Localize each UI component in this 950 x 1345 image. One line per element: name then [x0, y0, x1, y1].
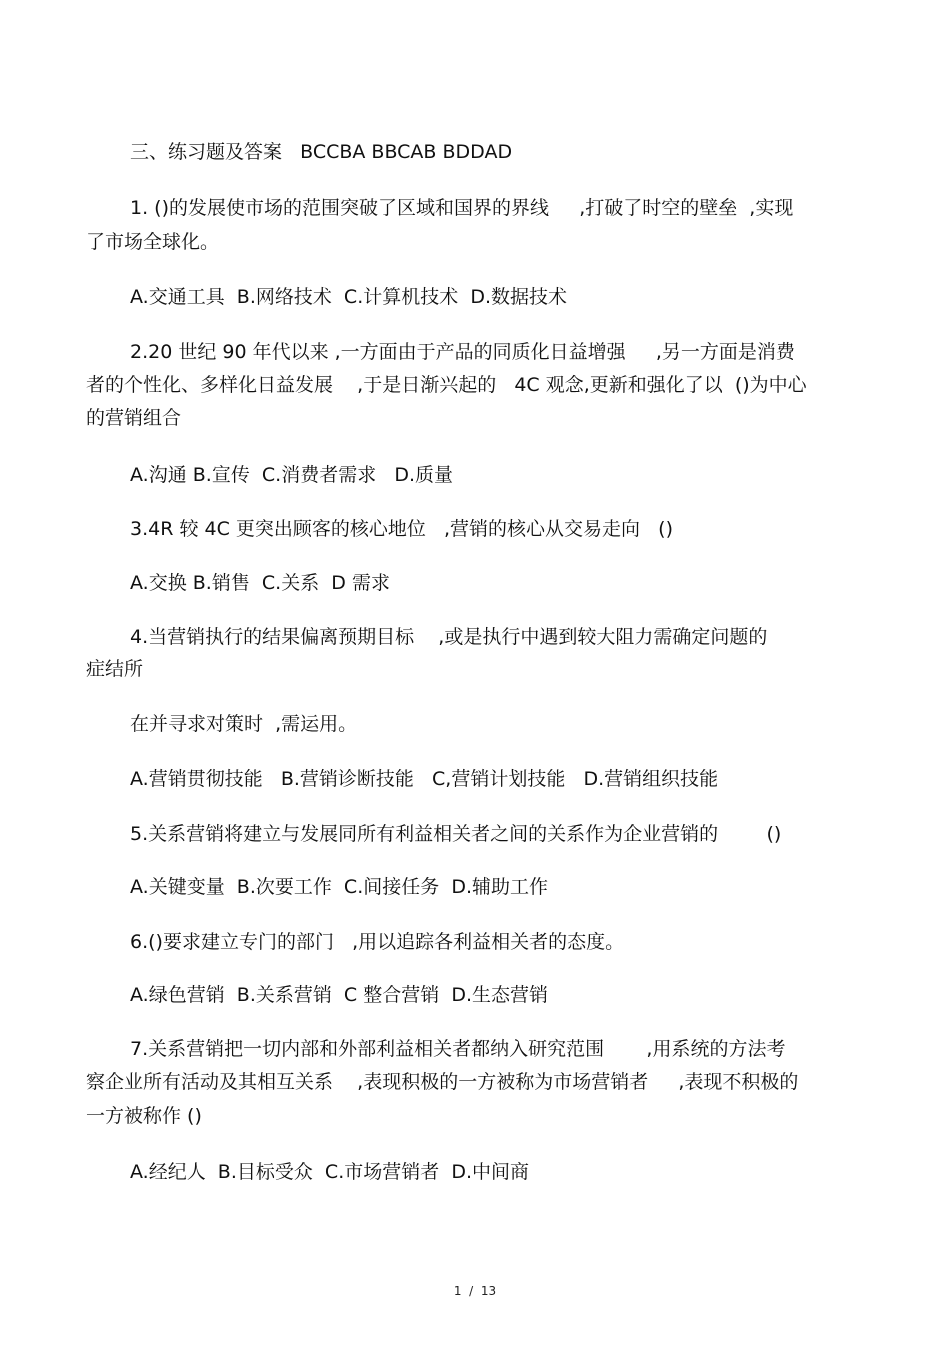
question-7-text-line-3: 一方被称作 () — [86, 1105, 202, 1127]
question-4-text-line-2: 症结所 — [86, 658, 144, 680]
question-4-options: A.营销贯彻技能 B.营销诊断技能 C,营销计划技能 D.营销组织技能 — [130, 768, 719, 790]
question-7-text-line-2: 察企业所有活动及其相互关系 ,表现积极的一方被称为市场营销者 ,表现不积极的 — [86, 1071, 799, 1093]
question-2-options: A.沟通 B.宣传 C.消费者需求 D.质量 — [130, 464, 453, 486]
question-7-options: A.经纪人 B.目标受众 C.市场营销者 D.中间商 — [130, 1161, 529, 1183]
question-6-options: A.绿色营销 B.关系营销 C 整合营销 D.生态营销 — [130, 984, 548, 1006]
question-6-text-line-1: 6.()要求建立专门的部门 ,用以追踪各利益相关者的态度。 — [130, 931, 625, 953]
answer-key-heading: 三、练习题及答案 BCCBA BBCAB BDDAD — [130, 141, 513, 163]
question-4-text-line-1: 4.当营销执行的结果偏离预期目标 ,或是执行中遇到较大阻力需确定问题的 — [130, 626, 768, 648]
question-5-text-line-1: 5.关系营销将建立与发展同所有利益相关者之间的关系作为企业营销的 () — [130, 823, 782, 845]
question-1-text-line-2: 了市场全球化。 — [86, 231, 220, 253]
question-1-options: A.交通工具 B.网络技术 C.计算机技术 D.数据技术 — [130, 286, 567, 308]
question-2-text-line-2: 者的个性化、多样化日益发展 ,于是日渐兴起的 4C 观念,更新和强化了以 ()为中心 — [86, 374, 807, 396]
question-1-text-line-1: 1. ()的发展使市场的范围突破了区域和国界的界线 ,打破了时空的壁垒 ,实现 — [130, 197, 794, 219]
question-2-text-line-1: 2.20 世纪 90 年代以来 ,一方面由于产品的同质化日益增强 ,另一方面是消费 — [130, 341, 795, 363]
question-3-text-line-1: 3.4R 较 4C 更突出顾客的核心地位 ,营销的核心从交易走向 () — [130, 518, 673, 540]
question-2-text-line-3: 的营销组合 — [86, 407, 182, 429]
question-4-text-line-3: 在并寻求对策时 ,需运用。 — [130, 713, 358, 735]
question-5-options: A.关键变量 B.次要工作 C.间接任务 D.辅助工作 — [130, 876, 548, 898]
page-number: 1 / 13 — [453, 1284, 497, 1298]
question-7-text-line-1: 7.关系营销把一切内部和外部利益相关者都纳入研究范围 ,用系统的方法考 — [130, 1038, 786, 1060]
question-3-options: A.交换 B.销售 C.关系 D 需求 — [130, 572, 390, 594]
